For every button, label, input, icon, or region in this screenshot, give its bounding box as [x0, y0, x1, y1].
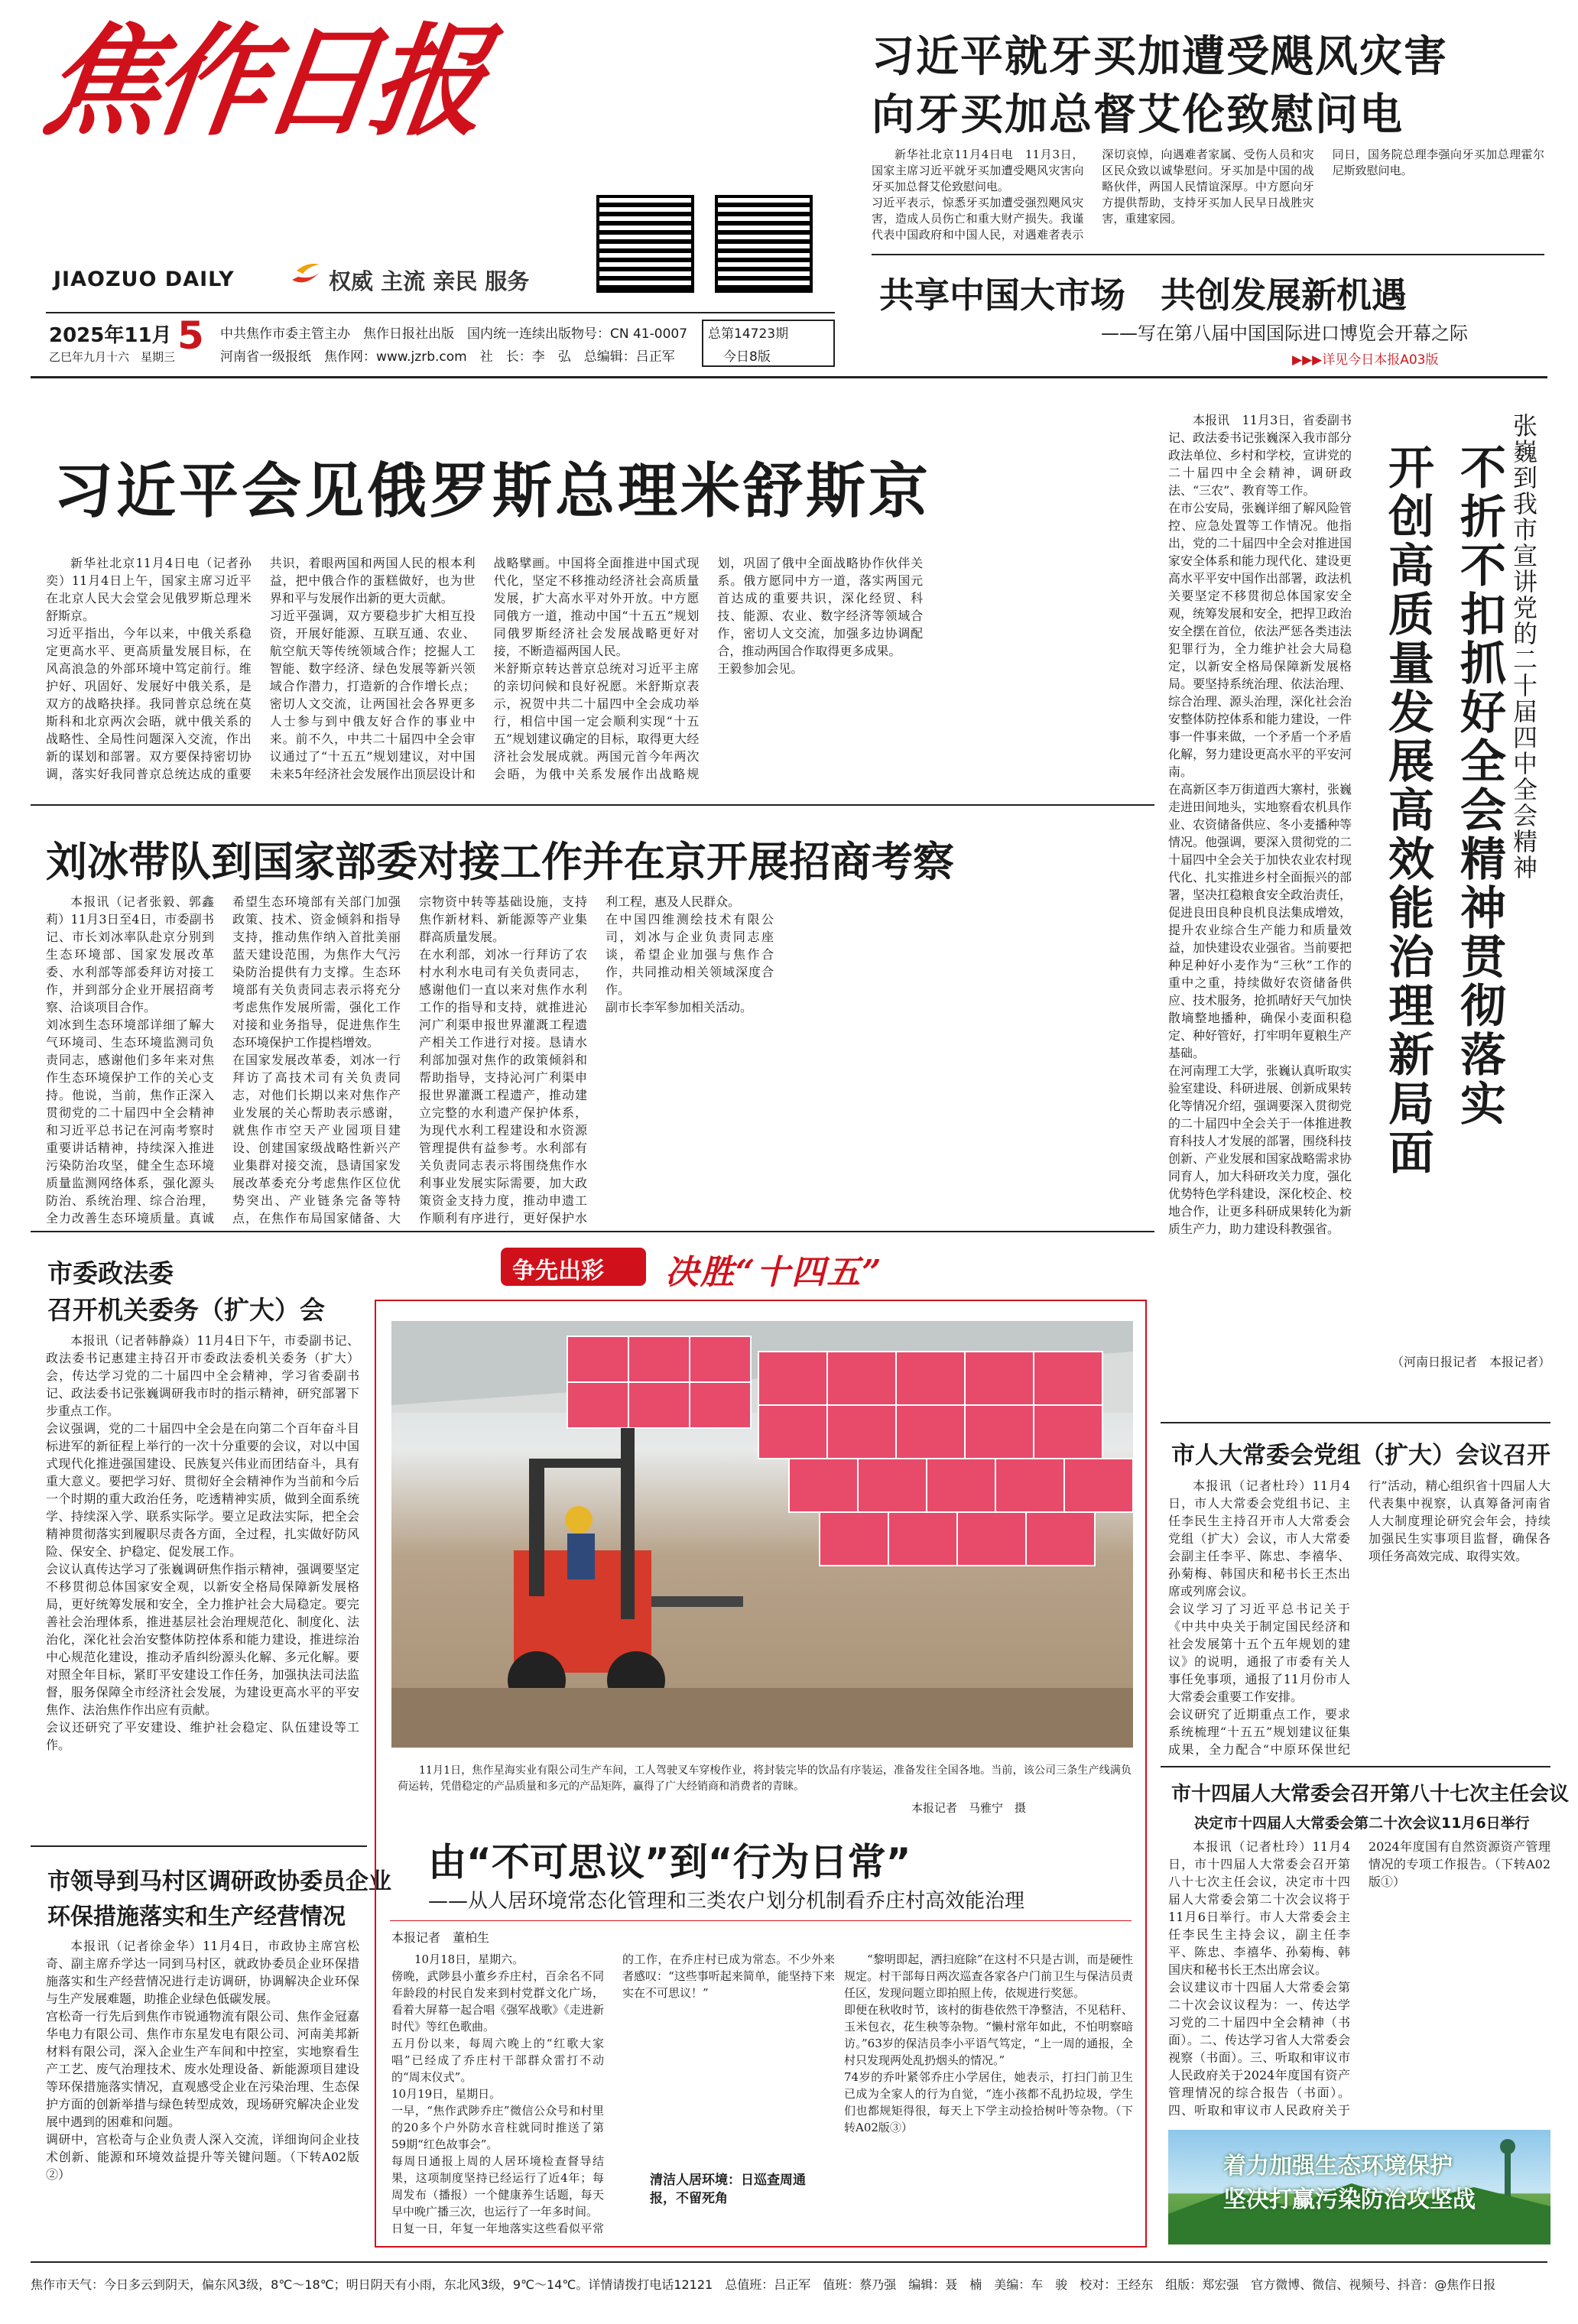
english-name: JIAOZUO DAILY	[54, 268, 235, 291]
feature-article-body-2: “黎明即起，洒扫庭除”在这村不只是古训，而是硬性规定。村干部每日两次巡查各家各户门前卫生与保洁员责任区，发现问题立即拍照上传，依规进行奖惩。 即便在秋收时节，该村的街巷依然干净整洁，不见秸秆、玉米包衣，花生秧等杂物。“懒村常年如此，不怕明察暗访。”63岁的保洁员李小平语气笃定，“上一周的通报，全村只发现两处乱扔烟头的情况。” 74岁的乔叶紧邻乔庄小学居住，她表示，打扫门前卫生已成为全家人的行为自觉，“连小孩都不乱扔垃圾，学生们也都规矩得很，每天上下学主动捡拾树叶等杂物。（下转A02版③）	[844, 1952, 1133, 2134]
vertical-headline-1: 不折不扣抓好全会精神贯彻落实	[1453, 443, 1506, 1128]
feature-note[interactable]: ▶▶▶详见今日本报A03版	[1292, 352, 1439, 368]
qr-code-icon	[596, 195, 694, 293]
top-headline-1: 习近平就牙买加遭受飓风灾害	[872, 32, 1448, 82]
lead-headline: 习近平会见俄罗斯总理米舒斯京	[54, 457, 932, 526]
issue-date: 2025年11月	[49, 324, 172, 347]
vertical-headline-2: 开创高质量发展高效能治理新局面	[1381, 443, 1434, 1177]
page-count: 今日8版	[723, 349, 771, 365]
feature-headline: 共享中国大市场 共创发展新机遇	[879, 274, 1407, 316]
issue-day: 5	[177, 313, 204, 358]
rendai2-article-body: 本报讯（记者杜玲）11月4日，市十四届人大常委会召开第八十七次主任会议，决定市十四届人大常委会第二十次会议将于11月6日举行。市人大常委会主任李民生主持会议，副主任李平、陈忠、李禧华、孙菊梅、韩国庆和秘书长王杰出席会议。 会议建议市十四届人大常委会第二十次会议议程为：一、传达学习党的二十届四中全会精神（书面）。二、传达学习省人大常委会视察（书面）。三、听取和审议市人民政府关于2024年度国有资产管理情况的综合报告（书面）。四、听取和审议市人民政府关于2024年度国有自然资源资产管理情况的专项工作报告。（下转A02版①）	[1168, 1839, 1550, 2118]
rendai2-subheadline: 决定市十四届人大常委会第二十次会议11月6日举行	[1194, 1815, 1530, 1832]
top-article-body: 新华社北京11月4日电 11月3日，国家主席习近平就牙买加遭受飓风灾害向牙买加总督艾伦致慰问电。 习近平表示，惊悉牙买加遭受强烈飓风灾害，造成人员伤亡和重大财产损失。我谨代表中国政府和中国人民，对遇难者表示深切哀悼，向遇难者家属、受伤人员和灾区民众致以诚挚慰问。牙买加是中国的战略伙伴，两国人民情谊深厚。中方愿向牙方提供帮助，支持牙买加人民早日战胜灾害，重建家园。 同日，国务院总理李强向牙买加总理霍尔尼斯致慰问电。	[872, 148, 1544, 242]
liu-headline: 刘冰带队到国家部委对接工作并在京开展招商考察	[46, 838, 954, 886]
ad-line-2: 坚决打赢污染防治攻坚战	[1223, 2186, 1476, 2213]
zhengxie-headline-2: 环保措施落实和生产经营情况	[47, 1904, 346, 1930]
zhengfa-headline-1: 市委政法委	[47, 1258, 174, 1288]
newspaper-logo: 焦作日报	[36, 11, 491, 153]
zhengxie-article-body: 本报讯（记者徐金华）11月4日，市政协主席宫松奇、副主席乔学达一同到马村区，就政协委员企业环保措施落实和生产经营情况进行走访调研，协调解决企业环保与生产发展难题，助推企业绿色低碳发展。 宫松奇一行先后到焦作市锐通物流有限公司、焦作金冠嘉华电力有限公司、焦作市东星发电有限公司、河南美邦新材料有限公司，深入企业生产车间和中控室，实地察看生产工艺、废气治理技术、废水处理设备、新能源项目建设等环保措施落实情况，直观感受企业在污染治理、生态保护方面的创新举措与绿色转型成效，现场研究解决企业发展中遇到的困难和问题。 调研中，宫松奇与企业负责人深入交流，详细询问企业技术创新、能源和环境效益提升等关键问题。（下转A02版②）	[46, 1939, 359, 2182]
top-headline-2: 向牙买加总督艾伦致慰问电	[872, 90, 1404, 140]
feature-byline: 本报记者 董柏生	[391, 1930, 490, 1945]
feature-section-subhead: 清洁人居环境：日巡查周通报，不留死角	[650, 2171, 818, 2208]
feature-subheadline: ——从人居环境常态化管理和三类农户划分机制看乔庄村高效能治理	[428, 1890, 1025, 1913]
zhengfa-headline-2: 召开机关委务（扩大）会	[47, 1295, 325, 1325]
feature-article-body: 10月18日，星期六。 傍晚，武陟县小董乡乔庄村，百余名不同年龄段的村民自发来到村党群文化广场，看着大屏幕一起合唱《强军战歌》《走进新时代》等红色歌曲。 五月份以来，每周六晚上的“红歌大家唱”已经成了乔庄村干部群众雷打不动的“周末仪式”。 10月19日，星期日。 一早，“焦作武陟乔庄”微信公众号和村里的20多个户外防水音柱就同时推送了第59期“红色故事会”。 每周日通报上周的人居环境检查督导结果，这项制度坚持已经运行了近4年；每周发布（播报）一个健康养生话题，每天早中晚广播三次，也运行了一年多时间。 日复一日，年复一年地落实这些看似平常的工作，在乔庄村已成为常态。不少外来者感叹：“这些事听起来简单，能坚持下来实在不可思议！”	[391, 1952, 835, 2235]
rendai-headline: 市人大常委会党组（扩大）会议召开	[1171, 1442, 1550, 1469]
factory-photo	[391, 1321, 1133, 1748]
rendai-article-body: 本报讯（记者杜玲）11月4日，市人大常委会党组书记、主任李民生主持召开市人大常委会党组（扩大）会议，市人大常委会副主任李平、陈忠、李禧华、孙菊梅、韩国庆和秘书长王杰出席或列席会议。 会议学习了习近平总书记关于《中共中央关于制定国民经济和社会发展第十五个五年规划的建议》的说明，通报了市委有关人事任免事项，通报了11月份市人大常委会重要工作安排。 会议研究了近期重点工作，要求系统梳理“十五五”规划建议征集成果，全力配合“中原环保世纪行”活动，精心组织省十四届人大代表集中视察，认真筹备河南省人大制度理论研究会年会，持续加强民生实事项目监督，确保各项任务高效完成、取得实效。	[1168, 1478, 1550, 1757]
logo-mark-icon	[289, 257, 323, 290]
banner-tag-text: 争先出彩	[512, 1258, 604, 1284]
feature-subhead: ——写在第八届中国国际进口博览会开幕之际	[1101, 323, 1468, 344]
publisher-info-2: 河南省一级报纸 焦作网：www.jzrb.com 社 长：李 弘 总编辑：吕正军	[220, 349, 675, 365]
qr-code-icon	[715, 195, 813, 293]
banner-script: 决胜“十四五”	[665, 1253, 883, 1292]
ad-line-1: 着力加强生态环境保护	[1223, 2153, 1453, 2180]
feature-headline-main: 由“不可思议”到“行为日常”	[428, 1840, 911, 1884]
vertical-article-body: 本报讯 11月3日，省委副书记、政法委书记张巍深入我市部分政法单位、乡村和学校，宣讲党的二十届四中全会精神，调研政法、“三农”、教育等工作。 在市公安局，张巍详细了解风险管控、应急处置等工作情况。他指出，党的二十届四中全会对推进国家安全体系和能力现代化、建设更高水平平安中国作出部署，政法机关要坚定不移贯彻总体国家安全观，统筹发展和安全，把捍卫政治安全摆在首位，依法严惩各类违法犯罪行为，全力维护社会大局稳定，以新安全格局保障新发展格局。要坚持系统治理、依法治理、综合治理、源头治理，深化社会治安整体防控体系和能力建设，一件事一件事来做，一个矛盾一个矛盾化解，努力建设更高水平的平安河南。 在高新区李万街道西大寨村，张巍走进田间地头，实地察看农机具作业、农资储备供应、冬小麦播种等情况。他强调，要深入贯彻党的二十届四中全会关于加快农业农村现代化、扎实推进乡村全面振兴的部署，坚决扛稳粮食安全政治责任，促进良田良种良机良法集成增效，提升农业综合生产能力和质量效益，加快建设农业强省。当前要把种足种好小麦作为“三秋”工作的重中之重，持续做好农资储备供应、技术服务，抢抓晴好天气加快散墒整地播种，确保小麦面积稳定、种好管好，打牢明年夏粮生产基础。 在河南理工大学，张巍认真听取实验室建设、科研进展、创新成果转化等情况介绍，强调要深入贯彻党的二十届四中全会关于一体推进教育科技人才发展的部署，围绕科技创新、产业发展和国家战略需求协同育人，加大科研攻关力度，强化优势特色学科建设，深化校企、校地合作，让更多科研成果转化为新质生产力，助力建设科教强省。	[1168, 413, 1352, 1236]
zhengfa-article-body: 本报讯（记者韩静焱）11月4日下午，市委副书记、政法委书记惠建主持召开市委政法委机关委务（扩大）会，传达学习党的二十届四中全会精神，学习省委副书记、政法委书记张巍调研我市时的指示精神，研究部署下步重点工作。 会议强调，党的二十届四中全会是在向第二个百年奋斗目标进军的新征程上举行的一次十分重要的会议，对以中国式现代化推进强国建设、民族复兴伟业而团结奋斗，具有重大意义。要把学习好、贯彻好全会精神作为当前和今后一个时期的重大政治任务，吃透精神实质，做到全面系统学、持续深入学、联系实际学。要立足政法实际，把全会精神贯彻落实到履职尽责各方面，全过程，扎实做好防风险、保安全、护稳定、促发展工作。 会议认真传达学习了张巍调研焦作指示精神，强调要坚定不移贯彻总体国家安全观，以新安全格局保障新发展格局，更好统筹发展和安全，全力推护社会大局稳定。要完善社会治理体系，推进基层社会治理规范化、制度化、法治化，深化社会治安整体防控体系和能力建设，推进综治中心规范化建设，推动矛盾纠纷源头化解、多元化解。要对照全年目标，紧盯平安建设工作任务，加强执法司法监督，服务保障全市经济社会发展，为建设更高水平的平安焦作、法治焦作作出应有贡献。 会议还研究了平安建设、维护社会稳定、队伍建设等工作。	[46, 1333, 359, 1752]
liu-article-body: 本报讯（记者张毅、郭鑫莉）11月3日至4日，市委副书记、市长刘冰率队赴京分别到生态环境部、国家发展改革委、水利部等部委拜访对接工作，并到部分企业开展招商考察、洽谈项目合作。 刘冰到生态环境部详细了解大气环境司、生态环境监测司负责同志，感谢他们多年来对焦作生态环境保护工作的关心支持。他说，当前，焦作正深入贯彻党的二十届四中全会精神和习近平总书记在河南考察时重要讲话精神，持续深入推进污染防治攻坚，健全生态环境质量监测网络体系，强化源头防治、系统治理、综合治理，全力改善生态环境质量。真诚希望生态环境部有关部门加强政策、技术、资金倾斜和指导支持，推动焦作纳入首批美丽蓝天建设范围，为焦作大气污染防治提供有力支撑。生态环境部有关负责同志表示将充分考虑焦作发展所需，强化工作对接和业务指导，促进焦作生态环境保护工作提档增效。 在国家发展改革委，刘冰一行拜访了高技术司有关负责同志，对他们长期以来对焦作产业发展的关心帮助表示感谢，就焦作市空天产业园项目建设、创建国家级战略性新兴产业集群对接交流，恳请国家发展改革委充分考虑焦作区位优势突出、产业链条完备等特点，在焦作布局国家储备、大宗物资中转等基础设施，支持焦作新材料、新能源等产业集群高质量发展。 在水利部，刘冰一行拜访了农村水利水电司有关负责同志，感谢他们一直以来对焦作水利工作的指导和支持，就推进沁河广利渠申报世界灌溉工程遗产相关工作进行对接。恳请水利部加强对焦作的政策倾斜和帮助指导，支持沁河广利渠申报世界灌溉工程遗产，推动建立完整的水利遗产保护体系，为现代水利工程建设和水资源管理提供有益参考。水利部有关负责同志表示将围绕焦作水利事业发展实际需要，加大政策资金支持力度，推动申遗工作顺利有序进行，更好保护水利工程，惠及人民群众。 在中国四维测绘技术有限公司，刘冰与企业负责同志座谈，希望企业加强与焦作合作，共同推动相关领域深度合作。 副市长李军参加相关活动。	[46, 894, 774, 1225]
vertical-kicker: 张巍到我市宣讲党的二十届四中全会精神	[1509, 413, 1538, 881]
photo-credit: 本报记者 马雅宁 摄	[911, 1801, 1027, 1815]
rendai2-headline: 市十四届人大常委会召开第八十七次主任会议	[1171, 1783, 1570, 1806]
lunar-date: 乙巳年九月十六 星期三	[49, 350, 176, 364]
photo-caption: 11月1日，焦作星海实业有限公司生产车间，工人驾驶叉车穿梭作业，将封装完毕的饮品有序装运，准备发往全国各地。当前，该公司三条生产线满负荷运转，凭借稳定的产品质量和多元的产品矩阵，赢得了广大经销商和消费者的青睐。	[398, 1764, 1132, 1793]
lead-article-body: 新华社北京11月4日电（记者孙奕）11月4日上午，国家主席习近平在北京人民大会堂会见俄罗斯总理米舒斯京。 习近平指出，今年以来，中俄关系稳定更高水平、更高质量发展目标，在风高浪急的外部环境中笃定前行。维护好、巩固好、发展好中俄关系，是双方的战略抉择。我同普京总统在莫斯科和北京两次会晤，就中俄关系的战略性、全局性问题深入交流，作出新的谋划和部署。双方要保持密切协调，落实好我同普京总统达成的重要共识，着眼两国和两国人民的根本利益，把中俄合作的蛋糕做好，也为世界和平与发展作出新的更大贡献。 习近平强调，双方要稳步扩大相互投资，开展好能源、互联互通、农业、航空航天等传统领域合作；挖掘人工智能、数字经济、绿色发展等新兴领域合作潜力，打造新的合作增长点；密切人文交流，让两国社会各界更多人士参与到中俄友好合作的事业中来。前不久，中共二十届四中全会审议通过了“十五五”规划建议，对中国未来5年经济社会发展作出顶层设计和战略擘画。中国将全面推进中国式现代化，坚定不移推动经济社会高质量发展，扩大高水平对外开放。中方愿同俄方一道，推动中国“十五五”规划同俄罗斯经济社会发展战略更好对接，不断造福两国人民。 米舒斯京转达普京总统对习近平主席的亲切问候和良好祝愿。米舒斯京表示，祝贺中共二十届四中全会成功举行，相信中国一定会顺利实现“十五五”规划建议确定的目标，取得更大经济社会发展成就。两国元首今年两次会晤，为俄中关系发展作出战略规划，巩固了俄中全面战略协作伙伴关系。俄方愿同中方一道，落实两国元首达成的重要共识，深化经贸、科技、能源、农业、数字经济等领域合作，密切人文交流，加强多边协调配合，推动两国合作取得更多成果。 王毅参加会见。	[46, 556, 924, 781]
vertical-article-tail: （河南日报记者 本报记者）	[1391, 1355, 1550, 1369]
issue-number: 总第14723期	[708, 326, 789, 342]
footer-info: 焦作市天气：今日多云到阴天，偏东风3级，8℃～18℃；明日阴天有小雨，东北风3级，9℃～14℃。详情请拨打电话12121 总值班：吕正军 值班：蔡乃强 编辑：聂 楠 美编：车 骏 校对：王经东 组版：郑宏强 官方微博、微信、视频号、抖音：@焦作日报	[31, 2277, 1496, 2292]
slogan: 权威 主流 亲民 服务	[329, 268, 530, 294]
publisher-info: 中共焦作市委主管主办 焦作日报社出版 国内统一连续出版物号：CN 41-0007	[220, 326, 688, 342]
zhengxie-headline-1: 市领导到马村区调研政协委员企业	[47, 1868, 391, 1895]
